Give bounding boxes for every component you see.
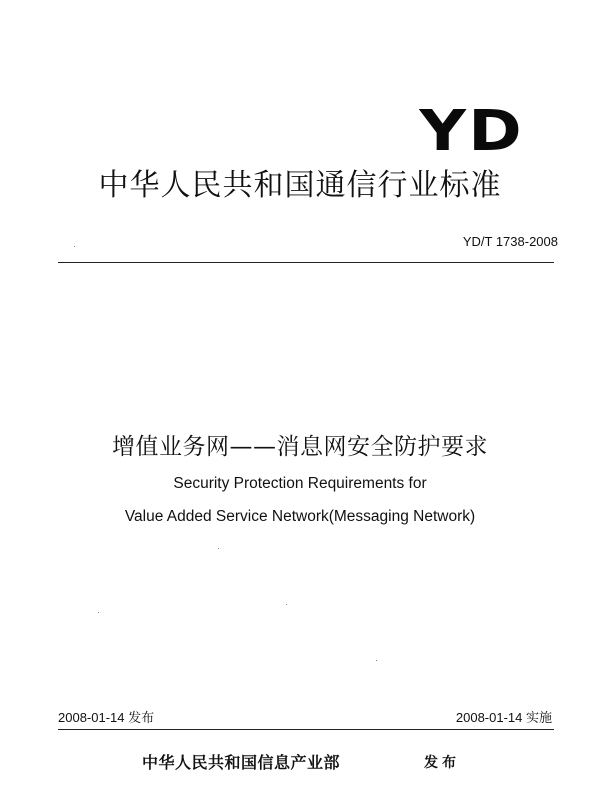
- scan-speck: [218, 548, 219, 549]
- standard-number: YD/T 1738-2008: [462, 234, 558, 249]
- scan-speck: [286, 604, 287, 605]
- issue-date: 2008-01-14 发布: [58, 710, 155, 725]
- bottom-divider: [58, 729, 554, 730]
- implementation-date: 2008-01-14 实施: [455, 710, 552, 725]
- document-title-chinese: 增值业务网——消息网安全防护要求: [112, 434, 488, 460]
- publisher-name: 中华人民共和国信息产业部: [142, 753, 341, 772]
- top-divider: [58, 262, 554, 263]
- document-title-english-line-1: Security Protection Requirements for: [173, 475, 427, 492]
- document-title-english-line-2: Value Added Service Network(Messaging Network): [124, 508, 476, 525]
- standard-logo: YD: [419, 99, 524, 164]
- scan-speck: [74, 246, 75, 247]
- publisher-action: 发布: [424, 755, 460, 771]
- scan-speck: [376, 660, 377, 661]
- industry-standard-title: 中华人民共和国通信行业标准: [98, 168, 502, 203]
- scan-speck: [98, 612, 99, 613]
